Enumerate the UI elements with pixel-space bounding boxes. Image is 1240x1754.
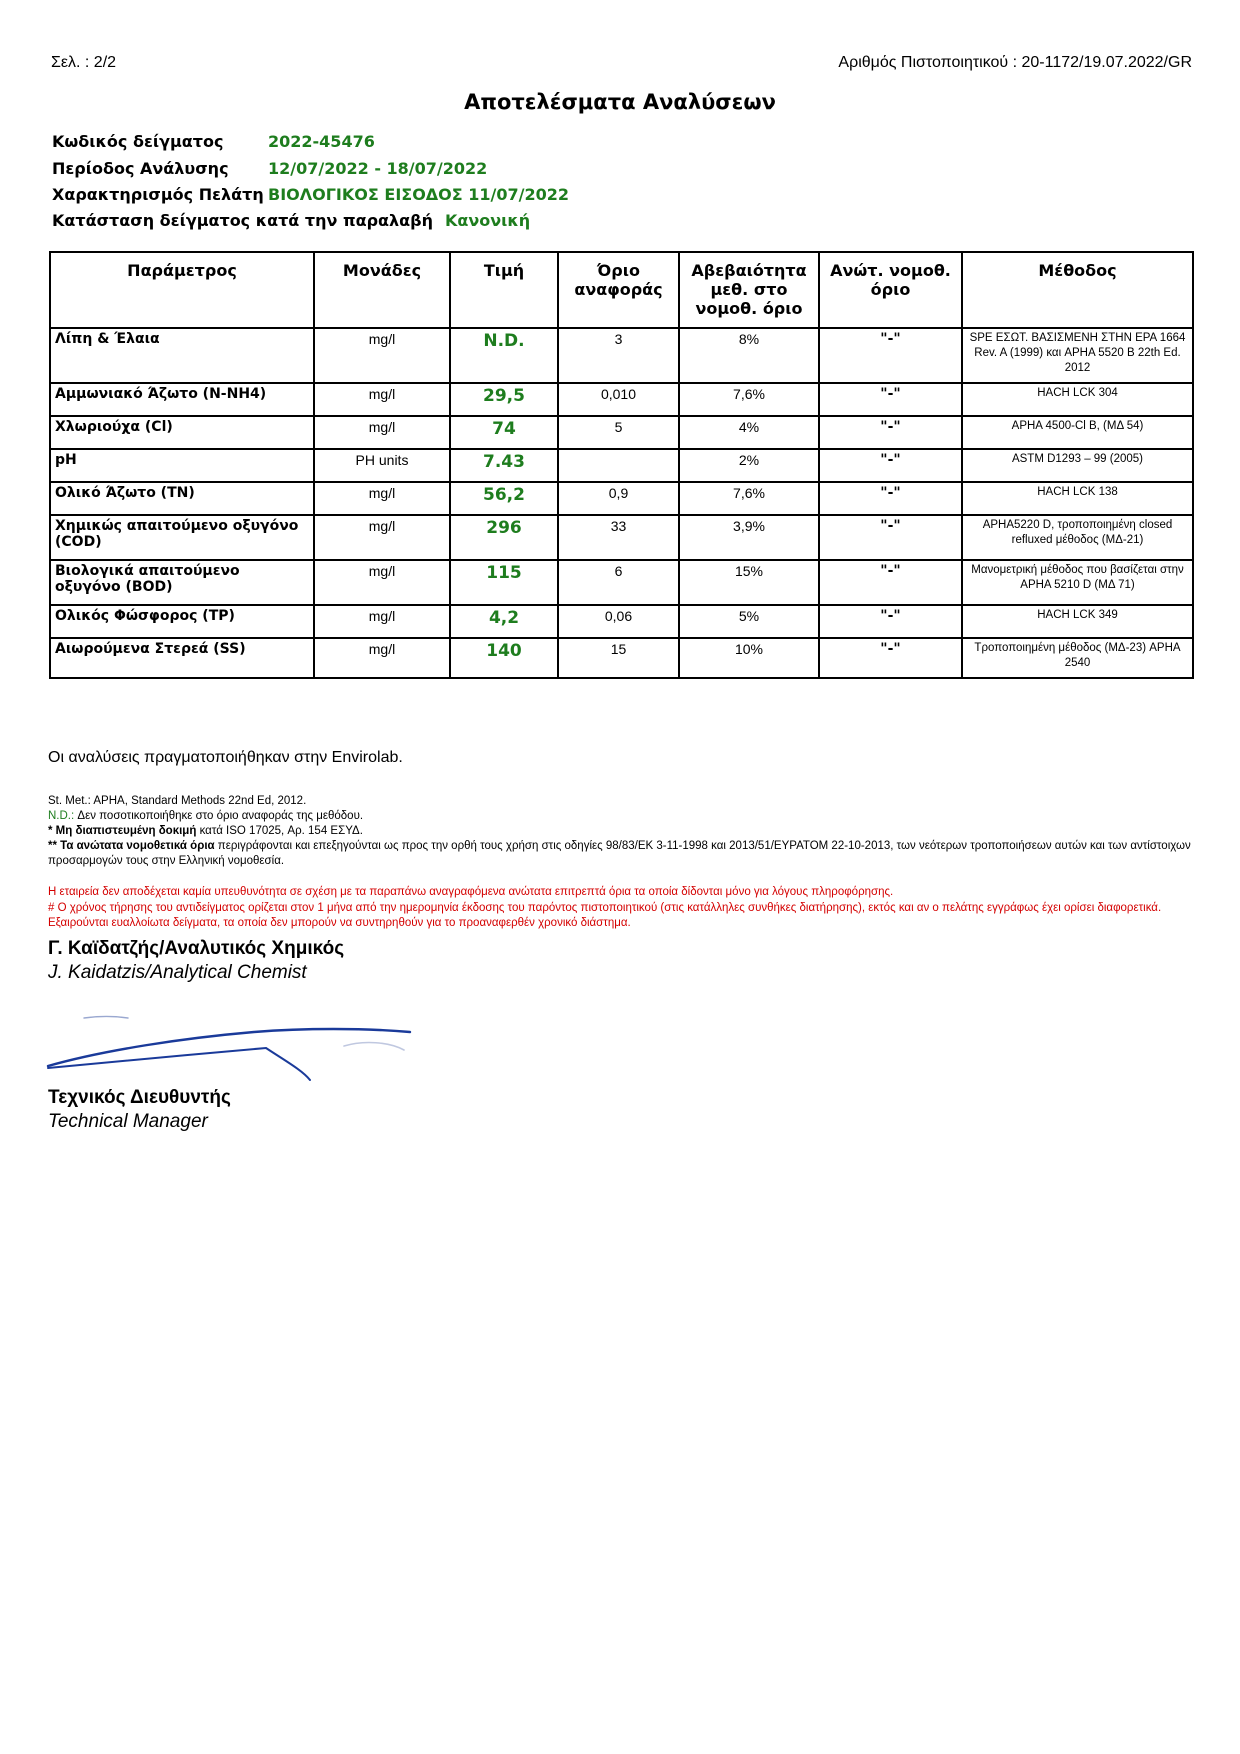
col-header-legal-limit: Ανώτ. νομοθ. όριο — [819, 252, 962, 328]
note-nd-key: N.D.: — [48, 810, 75, 822]
info-sample-condition — [52, 211, 530, 230]
cell-parameter: Ολικός Φώσφορος (TP) — [50, 605, 314, 638]
info-value: ΒΙΟΛΟΓΙΚΟΣ ΕΙΣΟΔΟΣ 11/07/2022 — [268, 185, 570, 204]
cell-uncertainty: 10% — [679, 638, 819, 678]
cell-legal-limit: "-" — [819, 482, 962, 515]
cell-legal-limit: "-" — [819, 605, 962, 638]
cell-value: 296 — [450, 515, 558, 560]
table-row — [50, 605, 1193, 638]
cell-uncertainty: 7,6% — [679, 383, 819, 416]
cell-reference: 0,9 — [558, 482, 679, 515]
note-standard-methods: St. Met.: APHA, Standard Methods 22nd Ed, 2012. — [48, 795, 307, 807]
cell-parameter: Ολικό Άζωτο (TN) — [50, 482, 314, 515]
table-row — [50, 449, 1193, 482]
lab-statement: Οι αναλύσεις πραγματοποιήθηκαν στην Envirolab. — [48, 749, 403, 766]
cell-method: HACH LCK 349 — [962, 605, 1193, 638]
cell-method: ASTM D1293 – 99 (2005) — [962, 449, 1193, 482]
info-value: Κανονική — [445, 211, 531, 230]
cell-reference: 0,06 — [558, 605, 679, 638]
cell-reference: 5 — [558, 416, 679, 449]
page-title: Αποτελέσματα Αναλύσεων — [464, 90, 776, 114]
cell-unit: mg/l — [314, 383, 450, 416]
cell-parameter: Αιωρούμενα Στερεά (SS) — [50, 638, 314, 678]
cell-unit: mg/l — [314, 482, 450, 515]
cell-value: 74 — [450, 416, 558, 449]
cell-unit: PH units — [314, 449, 450, 482]
cell-method: Μανομετρική μέθοδος που βασίζεται στην APHA 5210 D (ΜΔ 71) — [962, 560, 1193, 605]
cell-uncertainty: 3,9% — [679, 515, 819, 560]
cell-value: 7.43 — [450, 449, 558, 482]
cell-parameter: Αμμωνιακό Άζωτο (N-NH4) — [50, 383, 314, 416]
cell-reference: 33 — [558, 515, 679, 560]
cell-uncertainty: 15% — [679, 560, 819, 605]
cell-legal-limit: "-" — [819, 328, 962, 383]
table-row — [50, 328, 1193, 383]
info-value: 12/07/2022 - 18/07/2022 — [268, 159, 488, 178]
cell-legal-limit: "-" — [819, 638, 962, 678]
table-header-row — [50, 252, 1193, 328]
info-sample-code — [52, 132, 375, 151]
cell-uncertainty: 5% — [679, 605, 819, 638]
note-nd — [48, 809, 1198, 824]
info-label: Κωδικός δείγματος — [52, 132, 224, 151]
certificate-number: Αριθμός Πιστοποιητικού : 20-1172/19.07.2022/GR — [838, 54, 1192, 71]
cell-reference: 15 — [558, 638, 679, 678]
signature-image — [44, 1010, 414, 1090]
cell-legal-limit: "-" — [819, 515, 962, 560]
note-star-text: κατά ISO 17025, Αρ. 154 ΕΣΥΔ. — [196, 825, 363, 837]
page-number: Σελ. : 2/2 — [51, 54, 117, 71]
table-row — [50, 383, 1193, 416]
col-header-uncertainty: Αβεβαιότητα μεθ. στο νομοθ. όριο — [679, 252, 819, 328]
chemist-role: J. Kaidatzis/Analytical Chemist — [48, 962, 307, 983]
table-row — [50, 560, 1193, 605]
table-row — [50, 416, 1193, 449]
cell-value: 140 — [450, 638, 558, 678]
col-header-value: Τιμή — [450, 252, 558, 328]
cell-method: HACH LCK 138 — [962, 482, 1193, 515]
note-legal-limits — [48, 839, 1198, 869]
cell-reference: 0,010 — [558, 383, 679, 416]
cell-method: SPE ΕΣΩΤ. ΒΑΣΙΣΜΕΝΗ ΣΤΗΝ EPA 1664 Rev. A (1999) και APHA 5520 B 22th Ed. 2012 — [962, 328, 1193, 383]
disclaimer-retention: # Ο χρόνος τήρησης του αντιδείγματος ορίζεται στον 1 μήνα από την ημερομηνία έκδοσης του παρόντος πιστοποιητικού (στις κατάλληλες συνθήκες διατήρησης), εκτός και αν ο πελάτης εγγράφως έχει ορίσει διαφορετικά. Εξαιρούνται ευαλλοίωτα δείγματα, τα οποία δεν μπορούν να συντηρηθούν για το προαναφερθέν χρονικό διάστημα. — [48, 902, 1162, 929]
cell-parameter: Χλωριούχα (Cl) — [50, 416, 314, 449]
cell-legal-limit: "-" — [819, 449, 962, 482]
cell-unit: mg/l — [314, 638, 450, 678]
cell-value: 4,2 — [450, 605, 558, 638]
cell-method: HACH LCK 304 — [962, 383, 1193, 416]
disclaimer-liability: Η εταιρεία δεν αποδέχεται καμία υπευθυνότητα σε σχέση με τα παραπάνω αναγραφόμενα ανώτατα επιτρεπτά όρια τα οποία δίδονται μόνο για λόγους πληροφόρησης. — [48, 886, 894, 898]
col-header-reference-limit: Όριο αναφοράς — [558, 252, 679, 328]
cell-parameter: Βιολογικά απαιτούμενο οξυγόνο (BOD) — [50, 560, 314, 605]
info-label: Περίοδος Ανάλυσης — [52, 159, 229, 178]
cell-legal-limit: "-" — [819, 383, 962, 416]
table-row — [50, 638, 1193, 678]
cell-unit: mg/l — [314, 560, 450, 605]
cell-method: APHA 4500-Cl B, (ΜΔ 54) — [962, 416, 1193, 449]
cell-unit: mg/l — [314, 605, 450, 638]
cell-parameter: Χημικώς απαιτούμενο οξυγόνο (COD) — [50, 515, 314, 560]
cell-uncertainty: 4% — [679, 416, 819, 449]
table-row — [50, 482, 1193, 515]
cell-value: 115 — [450, 560, 558, 605]
info-label: Κατάσταση δείγματος κατά την παραλαβή — [52, 211, 433, 230]
note-dstar-text: περιγράφονται και επεξηγούνται ως προς την ορθή τους χρήση στις οδηγίες 98/83/ΕΚ 3-11-1998 και 2013/51/ΕΥΡΑΤΟΜ 22-10-2013, των νεότερων τροποποιήσεων αυτών και των αντίστοιχων προσαρμογών τους στην Ελληνική νομοθεσία. — [48, 840, 1191, 867]
cell-value: 29,5 — [450, 383, 558, 416]
results-table — [49, 251, 1194, 679]
info-label: Χαρακτηρισμός Πελάτη — [52, 185, 264, 204]
chemist-name: Γ. Καϊδατζής/Αναλυτικός Χημικός — [48, 938, 345, 959]
info-client-label — [52, 185, 569, 204]
cell-legal-limit: "-" — [819, 416, 962, 449]
col-header-parameter: Παράμετρος — [50, 252, 314, 328]
cell-parameter: pH — [50, 449, 314, 482]
cell-uncertainty: 8% — [679, 328, 819, 383]
cell-value: 56,2 — [450, 482, 558, 515]
cell-reference: 3 — [558, 328, 679, 383]
note-nd-text: Δεν ποσοτικοποιήθηκε στο όριο αναφοράς της μεθόδου. — [74, 810, 364, 822]
manager-role: Technical Manager — [48, 1111, 208, 1132]
note-dstar-key: ** Τα ανώτατα νομοθετικά όρια — [48, 840, 215, 852]
note-non-accredited — [48, 824, 1198, 839]
cell-unit: mg/l — [314, 328, 450, 383]
note-star-key: * Μη διαπιστευμένη δοκιμή — [48, 825, 197, 837]
col-header-method: Μέθοδος — [962, 252, 1193, 328]
cell-method: Τροποποιημένη μέθοδος (ΜΔ-23) APHA 2540 — [962, 638, 1193, 678]
table-row — [50, 515, 1193, 560]
cell-uncertainty: 7,6% — [679, 482, 819, 515]
manager-name: Τεχνικός Διευθυντής — [48, 1087, 231, 1108]
cell-legal-limit: "-" — [819, 560, 962, 605]
cell-value: N.D. — [450, 328, 558, 383]
cell-unit: mg/l — [314, 416, 450, 449]
cell-uncertainty: 2% — [679, 449, 819, 482]
info-value: 2022-45476 — [268, 132, 375, 151]
cell-reference — [558, 449, 679, 482]
cell-reference: 6 — [558, 560, 679, 605]
info-analysis-period — [52, 159, 487, 178]
cell-method: APHA5220 D, τροποποιημένη closed refluxed μέθοδος (ΜΔ-21) — [962, 515, 1193, 560]
cell-unit: mg/l — [314, 515, 450, 560]
cell-parameter: Λίπη & Έλαια — [50, 328, 314, 383]
col-header-units: Μονάδες — [314, 252, 450, 328]
